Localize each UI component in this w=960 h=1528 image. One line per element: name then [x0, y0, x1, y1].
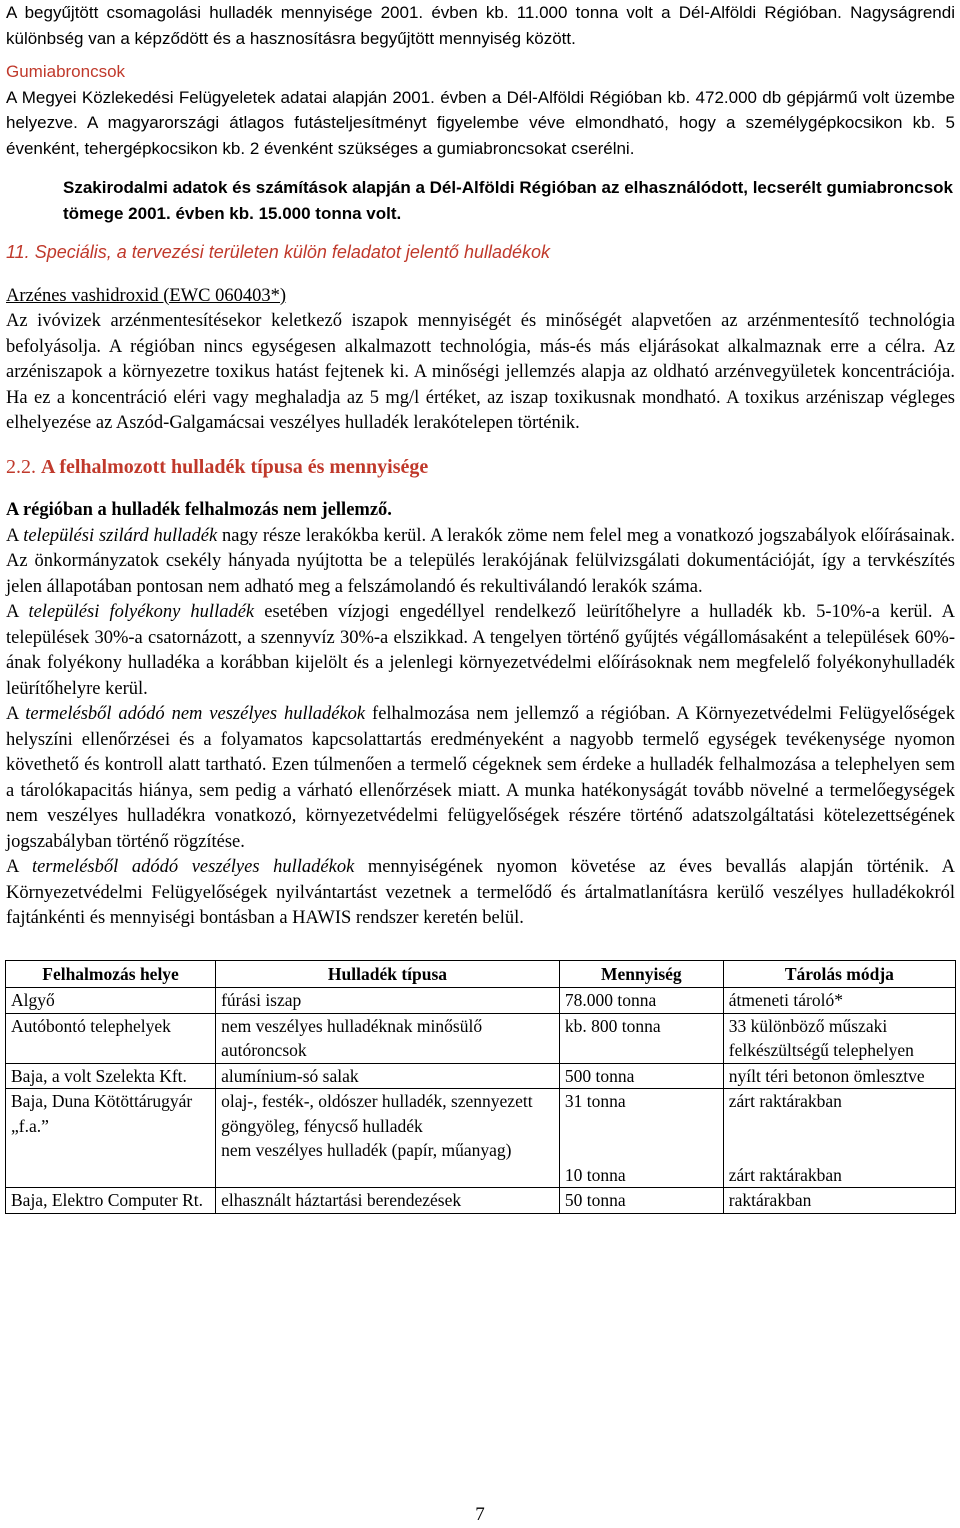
cell-place: Autóbontó telephelyek	[6, 1013, 216, 1063]
cell-storage: átmeneti tároló*	[723, 988, 955, 1014]
header-type: Hulladék típusa	[216, 960, 560, 988]
section-22-number: 2.2.	[6, 455, 36, 478]
tires-heading: Gumiabroncsok	[6, 62, 126, 81]
tires-bold-note: Szakirodalmi adatok és számítások alapján a Dél-Alföldi Régióban az elhasználódott, lecserélt gumiabroncsok tömege 2001. évben kb. 15.000 tonna volt.	[63, 178, 953, 223]
cell-quantity: kb. 800 tonna	[559, 1013, 723, 1063]
cell-quantity: 31 tonna	[564, 1091, 626, 1111]
p2-lead: A	[6, 602, 29, 622]
cell-type-secondary: nem veszélyes hulladék (papír, műanyag)	[221, 1140, 512, 1160]
table-row	[6, 1013, 956, 1063]
hazardous-paragraph	[6, 855, 955, 932]
table-row	[6, 1188, 956, 1214]
p1-emphasis: települési szilárd hulladék	[23, 525, 218, 546]
cell-type: alumínium-só salak	[216, 1063, 560, 1089]
arsenic-paragraph: Az ivóvizek arzénmentesítésekor keletkező iszapok mennyiségét és minőségét alapvetően az arzénmentesítő technológia befolyásolja. A régióban nincs egységesen alkalmazott technológia, más-és más eljárásokat alkalmaznak erre a célra. Az arzéniszapok a környezetre toxikus hatást fejtenek ki. A minőségi jellemzés alapja az oldható arzénvegyületek koncentrációja. Ha ez a koncentráció eléri vagy meghaladja az 5 mg/l értéket, az iszap toxikusnak mondható. A toxikus arzéniszap végleges elhelyezése az Aszód-Galgamácsai veszélyes hulladék lerakótelepen történik.	[6, 311, 955, 433]
section-11-heading: 11. Speciális, a tervezési területen külön feladatot jelentő hulladékok	[6, 242, 551, 262]
p4-emphasis: termelésből adódó veszélyes hulladékok	[31, 857, 355, 877]
arsenic-subheading-text: Arzénes vashidroxid (EWC 060403*)	[6, 285, 287, 306]
tires-paragraph: A Megyei Közlekedési Felügyeletek adatai alapján 2001. évben a Dél-Alföldi Régióban kb. 472.000 db gépjármű volt üzembe helyezve. A magyarországi átlagos futásteljesítményt figyelembe véve elmondható, hogy a személygépkocsikon kb. 5 évenként, tehergépkocsikon kb. 2 évenként szükséges a gumiabroncsokat cserélni.	[6, 87, 955, 158]
cell-type-group	[216, 1089, 560, 1188]
cell-storage: 33 különböző műszaki felkészültségű telephelyen	[723, 1013, 955, 1063]
p1-body: nagy része lerakókba kerül. A lerakók zöme nem felel meg a vonatkozó jogszabályok előírásainak. Az önkormányzatok csekély hányada nyújtotta be a település lerakójának felülvizsgálati dokumentációját, így a tervkészítés jelen állapotában pontosan nem adható meg a felszámolandó és rekultiválandó lerakók száma.	[6, 525, 955, 597]
p4-lead: A	[6, 857, 32, 877]
cell-quantity: 78.000 tonna	[559, 988, 723, 1014]
intro-paragraph: A begyűjtött csomagolási hulladék mennyisége 2001. évben kb. 11.000 tonna volt a Dél-Alföldi Régióban. Nagyságrendi különbség van a képződött és a hasznosításra begyűjtött mennyiség között.	[6, 3, 955, 48]
table-row	[6, 1063, 956, 1089]
cell-type: olaj-, festék-, oldószer hulladék, szennyezett göngyöleg, fénycső hulladék	[221, 1091, 533, 1136]
cell-storage: zárt raktárakban	[728, 1091, 842, 1111]
cell-quantity: 50 tonna	[559, 1188, 723, 1214]
cell-type: nem veszélyes hulladéknak minősülő autóroncsok	[216, 1013, 560, 1063]
municipal-liquid-paragraph	[6, 600, 955, 702]
header-quantity: Mennyiség	[559, 960, 723, 988]
cell-storage-secondary: zárt raktárakban	[728, 1164, 842, 1185]
cell-type: fúrási iszap	[216, 988, 560, 1014]
p3-body: felhalmozása nem jellemző a régióban. A Környezetvédelmi Felügyelőségek helyszíni ellenőrzései és a folyamatos kapcsolattartás eredményeként a nagyobb termelő egységek tevékenysége nyomon követhető és kontroll alatt tartható. Ezen túlmenően a termelő cégeknek sem érdeke a hulladék felhalmozása a telephelyen sem a tárolókapacitás hiánya, sem pedig a várható ellenőrzések miatt. A munka hatékonyságát tovább növelné a termelőegységek nem veszélyes hulladékra vonatkozó, környezetvédelmi felügyelőségek részére történő adatszolgáltatási kötelezettségének jogszabályban történő rögzítése.	[6, 704, 956, 852]
accumulation-table	[5, 960, 956, 1214]
header-place: Felhalmozás helye	[6, 960, 216, 988]
cell-place: Baja, Elektro Computer Rt.	[6, 1188, 216, 1214]
section-22-heading	[6, 455, 955, 481]
section-22-title: A felhalmozott hulladék típusa és mennyisége	[41, 455, 429, 478]
cell-storage-group	[723, 1089, 955, 1188]
p3-lead: A	[6, 704, 26, 724]
p4-body: mennyiségének nyomon követése az éves bevallás alapján történik. A Környezetvédelmi Felügyelőségek nyilvántartást vezetnek a termelődő és ártalmatlanításra kerülő veszélyes hulladékokról fajtánkénti és mennyiségi bontásban a HAWIS rendszer keretén belül.	[6, 857, 956, 928]
cell-quantity-group	[559, 1089, 723, 1188]
cell-quantity-secondary: 10 tonna	[564, 1164, 626, 1185]
p2-body: esetében vízjogi engedéllyel rendelkező leürítőhelyre a hulladék kb. 5-10%-a kerül. A települések 30%-a csatornázott, a szennyvíz 30%-a elszikkad. A tengelyen történő gyűjtés végállomásaként a települések 60%-ának folyékony hulladéka a korábban kijelölt és a jelenlegi környezetvédelmi előírásoknak nem megfelelő folyékonyhulladék leürítőhelyre kerül.	[6, 602, 955, 699]
arsenic-subheading	[6, 284, 955, 310]
p3-emphasis: termelésből adódó nem veszélyes hulladékok	[25, 704, 366, 724]
cell-quantity: 500 tonna	[559, 1063, 723, 1089]
cell-storage: nyílt téri betonon ömlesztve	[723, 1063, 955, 1089]
cell-place: Baja, a volt Szelekta Kft.	[6, 1063, 216, 1089]
accumulation-statement: A régióban a hulladék felhalmozás nem jellemző.	[6, 500, 392, 520]
cell-type: elhasznált háztartási berendezések	[216, 1188, 560, 1214]
cell-storage: raktárakban	[723, 1188, 955, 1214]
municipal-solid-paragraph	[6, 524, 955, 601]
header-storage: Tárolás módja	[723, 960, 955, 988]
page-number: 7	[475, 1504, 485, 1525]
cell-place: Algyő	[6, 988, 216, 1014]
p1-lead: A	[6, 525, 24, 546]
cell-place: Baja, Duna Kötöttárugyár „f.a.”	[6, 1089, 216, 1188]
table-header-row	[6, 960, 956, 988]
table-row	[6, 1089, 956, 1188]
non-hazardous-paragraph	[6, 702, 955, 855]
table-row	[6, 988, 956, 1014]
p2-emphasis: települési folyékony hulladék	[28, 602, 255, 622]
document-page	[6, 0, 955, 1214]
